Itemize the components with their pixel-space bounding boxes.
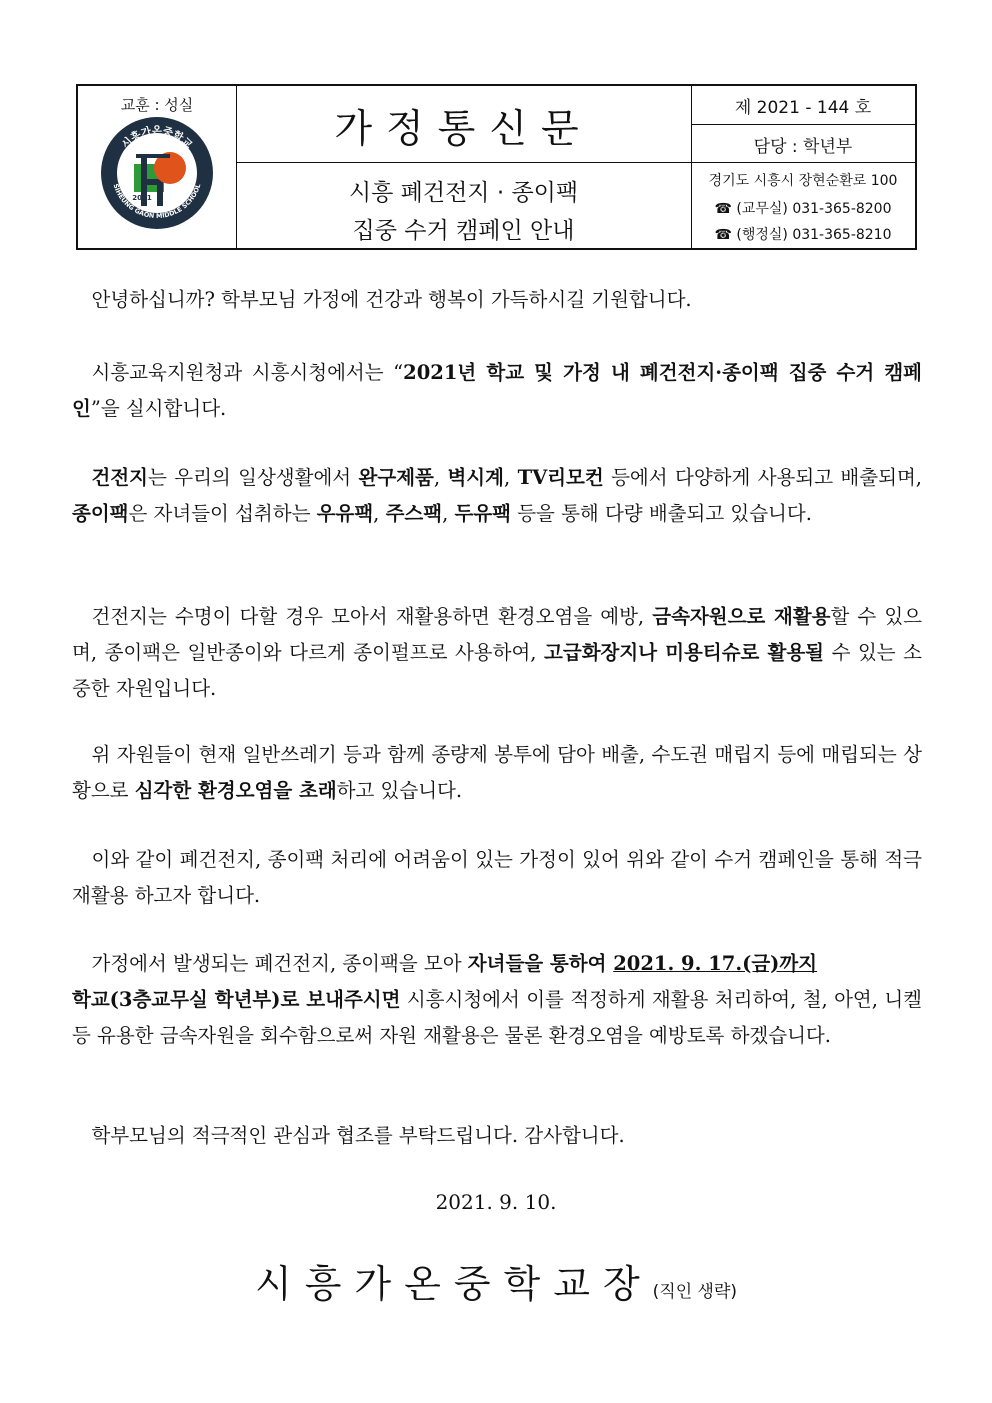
keyword: 심각한 환경오염을 초래 [134,779,337,802]
paragraph-text: 이와 같이 폐건전지, 종이팩 처리에 어려움이 있는 가정이 있어 위와 같이 수거 캠페인을 통해 적극 재활용 하고자 합니다. [72,848,922,907]
keyword: 주스팩 [385,502,443,525]
office-phone: ☎ (교무실) 031-365-8200 [714,201,892,217]
divider [691,124,915,125]
paragraph-text: , [442,502,455,525]
paragraph-text: , [433,466,448,489]
paragraph-text: 등을 통해 다량 배출되고 있습니다. [511,502,812,525]
divider [236,162,915,163]
paragraph-text: 는 우리의 일상생활에서 [148,466,359,489]
subtitle-line-2: 집중 수거 캠페인 안내 [352,218,575,244]
keyword: 완구제품 [358,466,434,489]
paragraph-text: 위 자원들이 현재 일반쓰레기 등과 함께 종량제 봉투에 담아 배출, 수도권 매립지 등에 매립되는 상황으로 [72,743,922,802]
paragraph-instructions [72,946,922,1054]
paragraph-text: , [503,466,518,489]
paragraph-text: 시흥시청에서 이를 적정하게 재활용 처리하여, 철, 아연, 니켈 등 유용한 금속자원을 회수함으로써 자원 재활용은 물론 환경오염을 예방토록 하겠습니다. [72,988,922,1047]
paragraph-text: 수 있는 소중한 자원입니다. [72,641,922,700]
school-logo [100,116,214,230]
keyword: TV리모컨 [517,466,604,489]
paragraph-text: 등에서 다양하게 사용되고 배출되며, [603,466,922,489]
page-title: 가정통신문 [334,107,593,152]
paragraph-text: ”을 실시합니다. [90,397,227,420]
issue-date: 2021. 9. 10. [435,1190,557,1214]
school-address: 경기도 시흥시 장현순환로 100 [708,173,898,189]
department-in-charge: 담당 : 학년부 [753,137,853,157]
paragraph-recycling-value [72,599,922,707]
principal-title: 시흥가온중학교장 [254,1262,653,1306]
paragraph-closing [72,1118,922,1154]
paragraph-text: 시흥교육지원청과 시흥시청에서는 “ [91,361,404,384]
paragraph-purpose [72,842,922,914]
logo-arc-text: 시흥가온중학교 [119,125,195,152]
paragraph-text: 안녕하십니까? 학부모님 가정에 건강과 행복이 가득하시길 기원합니다. [91,288,692,311]
admin-phone: ☎ (행정실) 031-365-8210 [714,227,892,243]
paragraph-text: 할 수 있으며, 종이팩은 일반종이와 다르게 종이펄프로 사용하여, [72,605,922,664]
paragraph-text: 건전지는 수명이 다할 경우 모아서 재활용하면 환경오염을 예방, [91,605,653,628]
logo-english-text: SIHEUNG GAON MIDDLE SCHOOL [111,182,203,221]
paragraph-text: 가정에서 발생되는 폐건전지, 종이팩을 모아 [91,952,468,975]
paragraph-text: 학부모님의 적극적인 관심과 협조를 부탁드립니다. 감사합니다. [91,1124,625,1147]
paragraph-text: 하고 있습니다. [336,779,463,802]
keyword: 학교(3층교무실 학년부)로 보내주시면 [72,988,401,1011]
paragraph-text: , [373,502,386,525]
signature [0,1253,992,1308]
keyword: 두유팩 [454,502,512,525]
deadline: 2021. 9. 17.(금)까지 [613,952,818,975]
newsletter-header [76,84,917,250]
keyword: 자녀들을 통하여 [467,952,614,975]
paragraph-batteries-packs [72,460,922,532]
issue-number: 제 2021 - 144 호 [734,98,872,118]
subtitle-line-1: 시흥 폐건전지 · 종이팩 [348,180,579,206]
keyword: 건전지 [91,466,149,489]
seal-note: (직인 생략) [652,1282,738,1302]
logo-year: 2021 [132,194,152,202]
campaign-name: 2021년 학교 및 가정 내 폐건전지·종이팩 집중 수거 캠페인 [72,361,922,420]
keyword: 벽시계 [447,466,504,489]
keyword: 금속자원으로 재활용 [652,605,831,628]
paragraph-pollution [72,737,922,809]
paragraph-campaign [72,355,922,427]
keyword: 종이팩 [72,502,129,525]
school-motto: 교훈 : 성실 [120,96,194,114]
keyword: 우유팩 [316,502,374,525]
keyword: 고급화장지나 미용티슈로 활용될 [544,641,825,664]
paragraph-text: 은 자녀들이 섭취하는 [128,502,317,525]
paragraph-greeting [72,282,922,318]
